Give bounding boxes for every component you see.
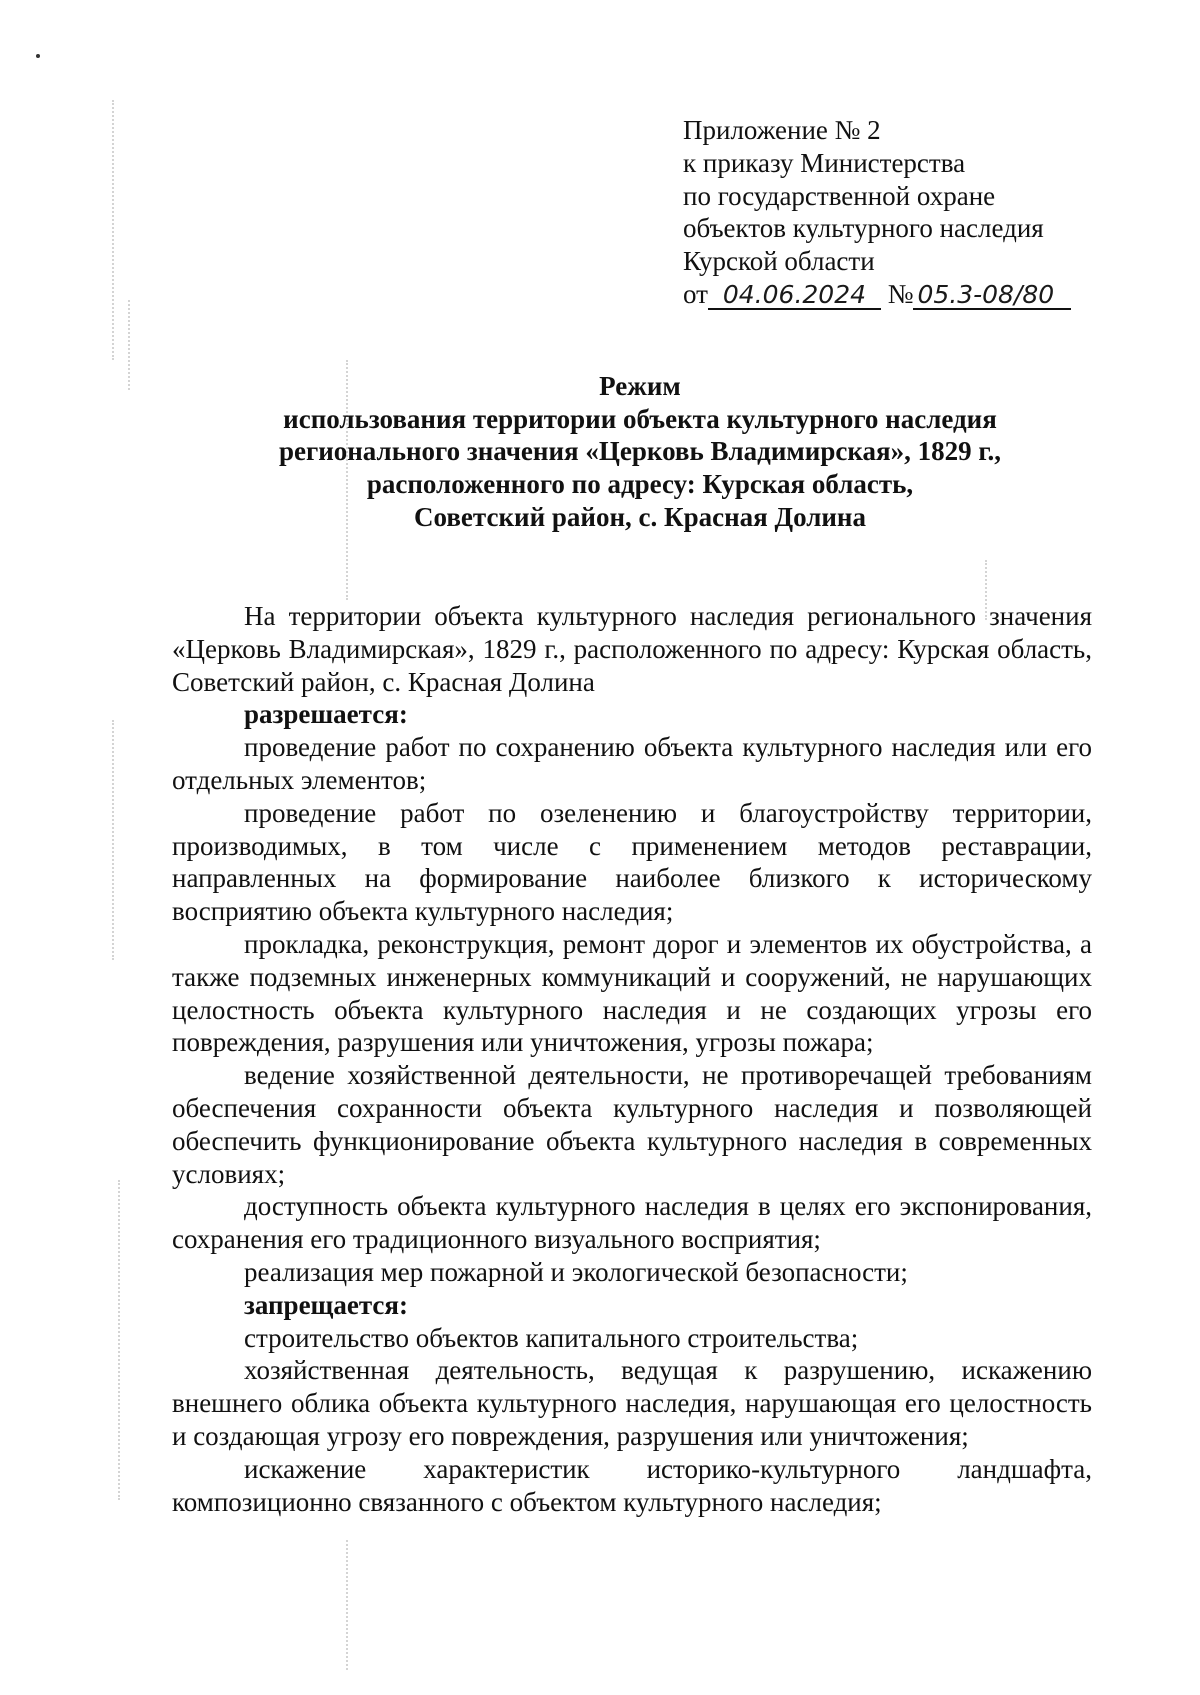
title-line: Режим	[599, 371, 681, 401]
scan-noise	[112, 100, 114, 360]
number-sign: №	[887, 278, 914, 309]
document-body	[172, 600, 1092, 1518]
allowed-item: проведение работ по озеленению и благоустройству территории, производимых, в том числе с применением методов реставрации, направленных на формирование наиболее близкого к историческому восприятию объекта культурного наследия;	[172, 797, 1092, 927]
scan-noise	[346, 1540, 348, 1670]
scan-noise	[118, 1180, 120, 1500]
allowed-heading: разрешается:	[244, 699, 408, 730]
allowed-item: проведение работ по сохранению объекта культурного наследия или его отдельных элементов;	[172, 732, 1092, 795]
forbidden-item: хозяйственная деятельность, ведущая к разрушению, искажению внешнего облика объекта культурного наследия, нарушающая его целостность и создающая угрозу его повреждения, разрушения или уничтожения;	[172, 1355, 1092, 1451]
scan-noise	[128, 300, 130, 390]
appendix-date-number	[683, 278, 1163, 311]
appendix-header	[683, 114, 1163, 311]
title-line: Советский район, с. Красная Долина	[414, 501, 866, 532]
title-line: использования территории объекта культурного наследия	[283, 403, 997, 434]
appendix-order-ref: к приказу Министерства	[683, 147, 966, 178]
date-prefix: от	[683, 278, 708, 309]
appendix-ministry: по государственной охране	[683, 180, 996, 211]
scan-noise	[112, 720, 114, 960]
intro-paragraph: На территории объекта культурного наследия регионального значения «Церковь Владимирская», 1829 г., расположенного по адресу: Курская область, Советский район, с. Красная Долина	[172, 601, 1092, 697]
allowed-item: доступность объекта культурного наследия в целях его экспонирования, сохранения его традиционного визуального восприятия;	[172, 1191, 1092, 1255]
title-line: расположенного по адресу: Курская область,	[366, 469, 914, 500]
forbidden-item: строительство объектов капитального строительства;	[244, 1322, 859, 1353]
allowed-item: прокладка, реконструкция, ремонт дорог и элементов их обустройства, а также подземных инженерных коммуникаций и сооружений, не нарушающих целостность объекта культурного наследия и не создающих угрозы его повреждения, разрушения или уничтожения, угрозы пожара;	[172, 928, 1092, 1058]
forbidden-item: искажение характеристик историко-культурного ландшафта, композиционно связанного с объектом культурного наследия;	[172, 1453, 1092, 1517]
allowed-item: ведение хозяйственной деятельности, не противоречащей требованиям обеспечения сохранности объекта культурного наследия и позволяющей обеспечить функционирование объекта культурного наследия в современных условиях;	[172, 1060, 1092, 1189]
appendix-number: Приложение № 2	[683, 115, 881, 145]
forbidden-heading: запрещается:	[244, 1289, 409, 1320]
handwritten-date: 04.06.2024	[708, 282, 881, 310]
appendix-region: Курской области	[683, 246, 875, 277]
title-line: регионального значения «Церковь Владимирская», 1829 г.,	[278, 436, 1002, 467]
appendix-ministry-cont: объектов культурного наследия	[683, 213, 1044, 244]
handwritten-number: 05.3-08/80	[913, 282, 1071, 310]
scan-speck	[36, 54, 40, 58]
document-title	[180, 370, 1100, 534]
allowed-item: реализация мер пожарной и экологической безопасности;	[244, 1256, 908, 1287]
